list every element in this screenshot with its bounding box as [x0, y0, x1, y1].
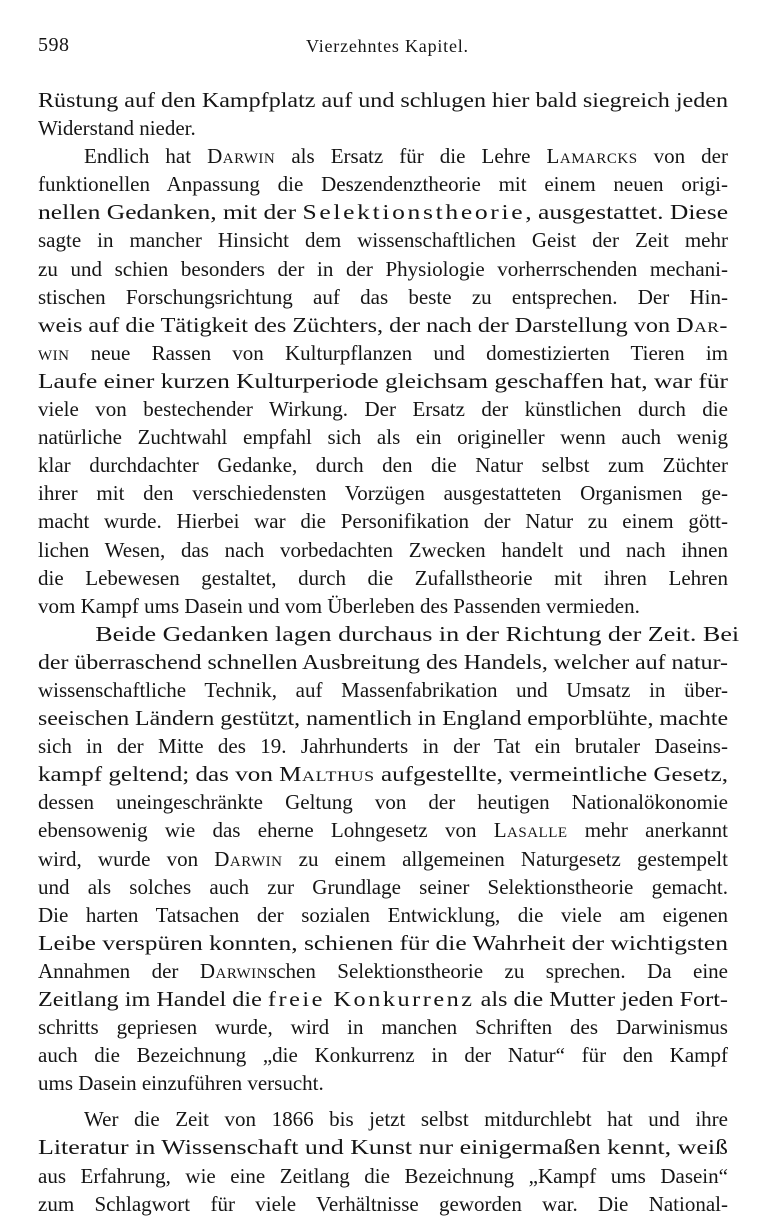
text-segment: schen Selektionstheorie zu sprechen. Da eine	[268, 958, 728, 983]
text-segment: als Ersatz für die Lehre	[275, 144, 547, 169]
text-segment: die Lebewesen gestaltet, durch die Zufallstheorie mit ihren Lehren	[38, 565, 728, 590]
text-segment: und als solches auch zur Grundlage seiner Selektionstheorie gemacht.	[38, 874, 728, 899]
name-smallcaps: Darwin	[207, 144, 276, 169]
text-segment: wissenschaftliche Technik, auf Massenfabrikation und Umsatz in über-	[38, 677, 728, 702]
text-segment: klar durchdachter Gedanke, durch den die Natur selbst zum Züchter	[38, 453, 728, 478]
text-segment: Rüstung auf den Kampfplatz auf und schlugen hier bald siegreich jeden	[38, 88, 728, 112]
text-line	[38, 1013, 728, 1041]
text-line	[38, 788, 728, 816]
text-segment: ihrer mit den verschiedensten Vorzügen ausgestatteten Organismen ge-	[38, 481, 728, 506]
text-segment: schritts gepriesen wurde, wird in manchen Schriften des Darwinismus	[38, 1015, 728, 1040]
text-line	[38, 283, 728, 311]
text-segment: Leibe verspüren konnten, schienen für die Wahrheit der wichtigsten	[38, 930, 728, 955]
text-line	[38, 226, 728, 254]
text-segment: Beide Gedanken lagen durchaus in der Richtung der Zeit. Bei	[95, 621, 740, 646]
body-text	[38, 86, 740, 1218]
page-header	[38, 34, 728, 62]
text-segment: weis auf die Tätigkeit des Züchters, der nach der Darstellung von	[38, 312, 677, 337]
text-line	[38, 816, 728, 844]
text-segment: , ausgestattet. Diese	[525, 200, 729, 225]
running-head: Vierzehntes Kapitel.	[306, 36, 469, 56]
text-line	[38, 929, 765, 957]
text-line	[38, 339, 728, 367]
text-segment: mehr anerkannt	[567, 818, 728, 843]
text-segment: ebensowenig wie das eherne Lohngesetz von	[38, 818, 494, 843]
text-segment: Annahmen der	[38, 958, 200, 983]
text-line	[38, 1133, 765, 1161]
text-line	[38, 1190, 728, 1218]
spaced-emphasis: Selektionstheorie	[302, 200, 526, 225]
text-segment: Literatur in Wissenschaft und Kunst nur einigermaßen kennt, weiß	[38, 1135, 729, 1160]
text-line	[38, 1162, 728, 1190]
text-segment: von der	[637, 144, 728, 169]
text-segment: dessen uneingeschränkte Geltung von der heutigen Nationalökonomie	[38, 790, 728, 815]
name-smallcaps: Malthus	[279, 762, 375, 787]
text-segment: Widerstand nieder.	[38, 116, 196, 141]
text-line	[38, 114, 728, 142]
text-segment: funktionellen Anpassung die Deszendenztheorie mit einem neuen origi-	[38, 172, 728, 197]
text-segment: Wer die Zeit von 1866 bis jetzt selbst mitdurchlebt hat und ihre	[84, 1107, 728, 1132]
text-segment: seeischen Ländern gestützt, namentlich in England emporblühte, machte	[38, 706, 729, 731]
name-smallcaps: Darwin	[199, 958, 269, 983]
text-line	[38, 732, 728, 760]
text-line	[38, 676, 728, 704]
text-line	[38, 592, 728, 620]
text-line	[38, 536, 728, 564]
text-segment: ums Dasein einzuführen versucht.	[38, 1071, 324, 1096]
text-line	[38, 198, 765, 226]
text-line	[38, 901, 728, 929]
text-segment: zum Schlagwort für viele Verhältnisse geworden war. Die National-	[38, 1191, 728, 1216]
name-smallcaps: Darwin	[214, 846, 283, 871]
text-line	[38, 564, 728, 592]
text-segment: zu einem allgemeinen Naturgesetz gestempelt	[282, 846, 728, 871]
text-line	[38, 845, 728, 873]
text-segment: aus Erfahrung, wie eine Zeitlang die Bezeichnung „Kampf ums Dasein“	[38, 1163, 728, 1188]
text-line	[38, 620, 765, 648]
text-line	[38, 255, 728, 283]
text-segment: sich in der Mitte des 19. Jahrhunderts in der Tat ein brutaler Daseins-	[38, 734, 728, 759]
text-line	[38, 142, 728, 170]
text-line	[38, 648, 765, 676]
text-segment: nellen Gedanken, mit der	[38, 200, 303, 225]
text-segment: Zeitlang im Handel die	[38, 987, 268, 1011]
text-line	[38, 1041, 728, 1069]
text-segment: viele von bestechender Wirkung. Der Ersatz der künstlichen durch die	[38, 397, 728, 422]
spaced-emphasis: freie Konkurrenz	[267, 987, 475, 1011]
text-segment: macht wurde. Hierbei war die Personifikation der Natur zu einem gött-	[38, 509, 728, 534]
name-smallcaps: Lamarcks	[546, 144, 638, 169]
text-segment: stischen Forschungsrichtung auf das beste zu entsprechen. Der Hin-	[38, 284, 728, 309]
text-line	[38, 170, 728, 198]
text-line	[38, 760, 765, 788]
text-line	[38, 395, 728, 423]
text-segment: auch die Bezeichnung „die Konkurrenz in der Natur“ für den Kampf	[38, 1043, 728, 1068]
text-segment: wird, wurde von	[38, 846, 215, 871]
name-smallcaps: Dar-	[676, 312, 729, 337]
text-line	[38, 423, 728, 451]
page-number: 598	[38, 34, 70, 56]
text-line	[38, 507, 728, 535]
text-line	[38, 1069, 728, 1097]
text-line	[38, 1105, 728, 1133]
text-segment: lichen Wesen, das nach vorbedachten Zwecken handelt und nach ihnen	[38, 537, 728, 562]
text-segment: der überraschend schnellen Ausbreitung des Handels, welcher auf natur-	[38, 649, 729, 674]
text-line	[38, 479, 728, 507]
text-line	[38, 367, 765, 395]
text-segment: sagte in mancher Hinsicht dem wissenschaftlichen Geist der Zeit mehr	[38, 228, 728, 253]
text-segment: zu und schien besonders der in der Physiologie vorherrschenden mechani-	[38, 256, 728, 281]
text-segment: als die Mutter jeden Fort-	[474, 987, 729, 1011]
text-segment: kampf geltend; das von	[38, 762, 280, 787]
text-line	[38, 86, 765, 114]
name-smallcaps: win	[38, 340, 70, 365]
text-segment: Endlich hat	[84, 144, 208, 169]
name-smallcaps: Lasalle	[493, 818, 568, 843]
text-segment: natürliche Zuchtwahl empfahl sich als ein origineller wenn auch wenig	[38, 425, 728, 450]
text-line	[38, 957, 728, 985]
text-segment: Die harten Tatsachen der sozialen Entwicklung, die viele am eigenen	[38, 902, 728, 927]
text-line	[38, 704, 765, 732]
text-segment: Laufe einer kurzen Kulturperiode gleichsam geschaffen hat, war für	[38, 368, 729, 393]
text-line	[38, 873, 728, 901]
text-segment: aufgestellte, vermeintliche Gesetz,	[374, 762, 728, 787]
text-segment: neue Rassen von Kulturpflanzen und domestizierten Tieren im	[69, 340, 728, 365]
text-line	[38, 985, 765, 1013]
text-segment: vom Kampf ums Dasein und vom Überleben des Passenden vermieden.	[38, 593, 640, 618]
text-line	[38, 311, 765, 339]
text-line	[38, 451, 728, 479]
